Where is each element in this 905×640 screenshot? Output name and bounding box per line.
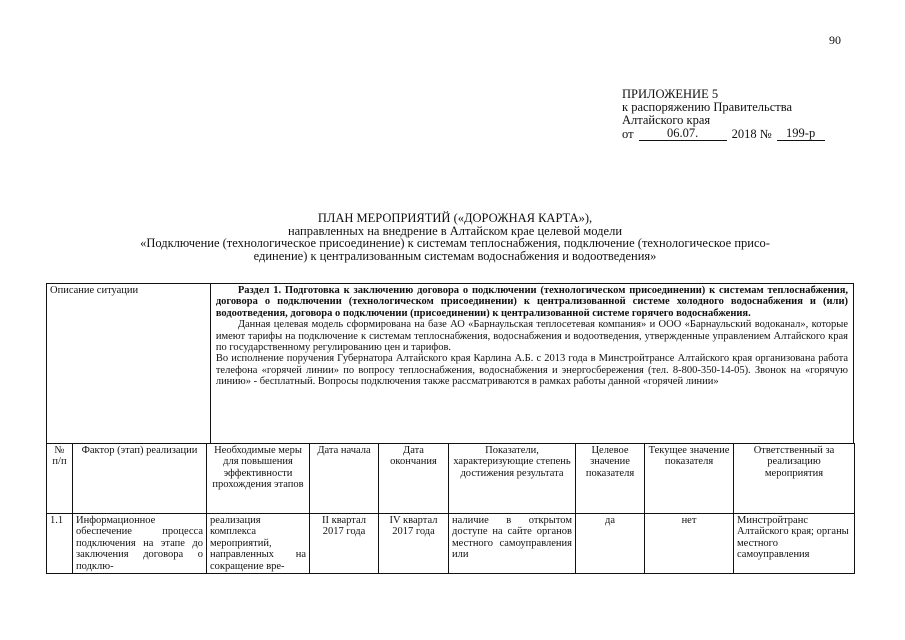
- plan-title-line-2: направленных на внедрение в Алтайском крае целевой модели: [287, 223, 623, 238]
- header-measures: Необходимые меры для повышения эффективности прохождения этапов: [207, 444, 310, 514]
- order-date: 06.07.: [639, 127, 727, 141]
- order-year: 2018 №: [731, 127, 772, 141]
- order-number: 199-р: [777, 127, 825, 141]
- row-responsible: Минстройтранс Алтайского края; органы местного самоуправления: [734, 514, 855, 574]
- header-responsible: Ответственный за реализацию мероприятия: [734, 444, 855, 514]
- section-title: Раздел 1. Подготовка к заключению договора о подключении (технологическом присоединении) к системам теплоснабжения, договора о подключении (технологическом присоединении) к централизованной системе холодного водоснабжения и (или) водоотведения, договора о подключении (присоединении) к централизованной системе горячего водоснабжения.: [215, 285, 848, 319]
- page-number: 90: [829, 33, 841, 47]
- row-indicators: наличие в открытом доступе на сайте органов местного самоуправления или: [449, 514, 576, 574]
- row-measures: реализация комплекса мероприятий, направленных на сокращение вре-: [207, 514, 310, 574]
- row-start-date: II квартал 2017 года: [310, 514, 379, 574]
- plan-title-line-1: ПЛАН МЕРОПРИЯТИЙ («ДОРОЖНАЯ КАРТА»),: [317, 211, 593, 225]
- header-target-value: Целевое значение показателя: [576, 444, 645, 514]
- plan-title-line-3: «Подключение (технологическое присоединение) к системам теплоснабжения, подключение (технологическое присо-: [140, 236, 770, 250]
- header-factor: Фактор (этап) реализации: [73, 444, 207, 514]
- appendix-line-2: Алтайского края: [622, 113, 711, 127]
- situation-paragraph-2: Во исполнение поручения Губернатора Алтайского края Карлина А.Б. с 2013 года в Минстройтрансе Алтайского края организована работа телефона «горячей линии» по вопросу теплоснабжения, водоснабжения и энергосбережения (тел. 8-800-350-14-05). Звонок на «горячую линию» - бесплатный. Вопросы подключения также рассматриваются в рамках работы данной «горячей линии»: [215, 353, 848, 388]
- header-indicators: Показатели, характеризующие степень достижения результата: [449, 444, 576, 514]
- header-start-date: Дата начала: [310, 444, 379, 514]
- order-line: [622, 127, 872, 141]
- row-factor: Информационное обеспечение процесса подключения на этапе до заключения договора о подклю-: [73, 514, 207, 574]
- table-row: [47, 514, 855, 574]
- row-num: 1.1: [47, 514, 73, 574]
- situation-table: [46, 283, 854, 444]
- appendix-block: [622, 88, 872, 141]
- situation-label: Описание ситуации: [47, 284, 211, 444]
- order-from-label: от: [622, 127, 634, 141]
- header-current-value: Текущее значение показателя: [645, 444, 734, 514]
- row-current-value: нет: [645, 514, 734, 574]
- header-end-date: Дата окончания: [379, 444, 449, 514]
- header-num: № п/п: [47, 444, 73, 514]
- table-header-row: [47, 444, 855, 514]
- row-end-date: IV квартал 2017 года: [379, 514, 449, 574]
- row-target-value: да: [576, 514, 645, 574]
- measures-table: [46, 443, 855, 574]
- situation-paragraph-1: Данная целевая модель сформирована на базе АО «Барнаульская теплосетевая компания» и ООО «Барнаульский водоканал», которые имеют тарифы на подключение к системам теплоснабжения, водоснабжения и водоотведения, утвержденные управлением Алтайского края по государственному регулированию цен и тарифов.: [215, 319, 848, 354]
- appendix-title: ПРИЛОЖЕНИЕ 5: [622, 87, 719, 101]
- plan-title-line-4: единение) к централизованным системам водоснабжения и водоотведения»: [253, 248, 657, 263]
- appendix-line-1: к распоряжению Правительства: [622, 100, 793, 114]
- plan-title: [55, 212, 855, 262]
- situation-content: [210, 284, 853, 444]
